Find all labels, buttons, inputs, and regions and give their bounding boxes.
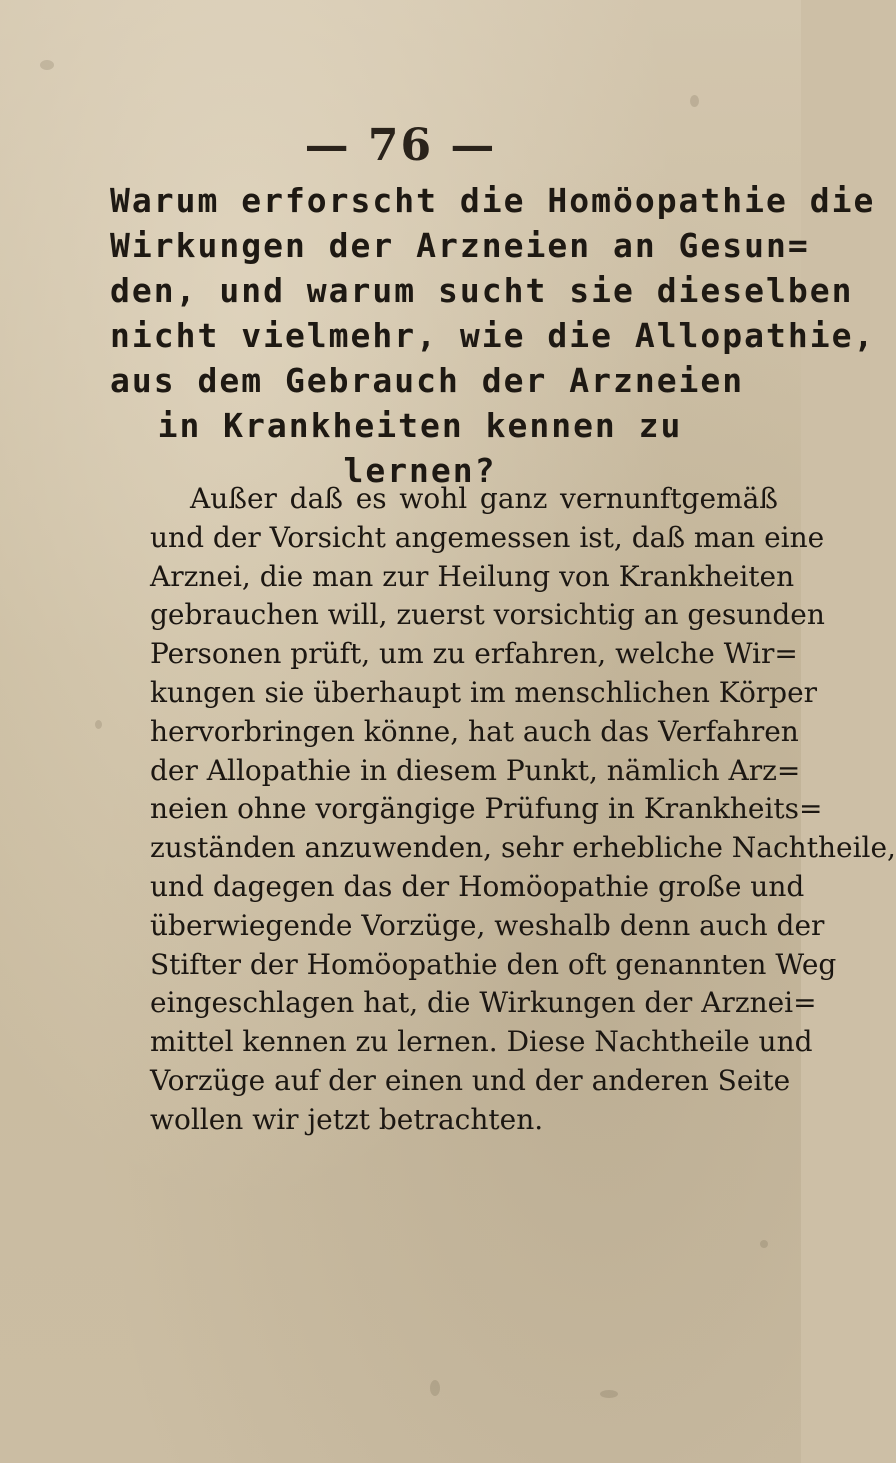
text-line: eingeschlagen hat, die Wirkungen der Arznei= <box>150 986 817 1020</box>
paper-stain <box>40 60 54 70</box>
text-line: mittel kennen zu lernen. Diese Nachtheile und <box>150 1025 813 1059</box>
text-line: Außer daß es wohl ganz vernunftgemäß <box>190 482 778 515</box>
heading-line: lernen? <box>343 451 497 490</box>
text-line: und dagegen das der Homöopathie große und <box>150 869 805 903</box>
text-line: Stifter der Homöopathie den oft genannten Weg <box>150 947 837 981</box>
paper-stain <box>95 720 102 729</box>
text-line: und der Vorsicht angemessen ist, daß man eine <box>150 520 825 554</box>
page-number: — 76 — <box>304 120 497 171</box>
heading-line: Wirkungen der Arzneien an Gesun= <box>110 226 810 265</box>
heading-line: in Krankheiten kennen zu <box>157 406 683 445</box>
heading-line: den, und warum sucht sie dieselben <box>110 271 854 310</box>
text-line: Arznei, die man zur Heilung von Krankheiten <box>150 559 795 593</box>
paper-stain <box>690 95 699 107</box>
paper-stain <box>600 1390 618 1398</box>
text-line: Personen prüft, um zu erfahren, welche Wir= <box>150 637 798 671</box>
text-line: zuständen anzuwenden, sehr erhebliche Nachtheile, <box>150 831 896 865</box>
text-line: Vorzüge auf der einen und der anderen Seite <box>150 1063 791 1097</box>
text-line: wollen wir jetzt betrachten. <box>150 1102 544 1136</box>
text-line: kungen sie überhaupt im menschlichen Körper <box>150 675 818 709</box>
text-line: der Allopathie in diesem Punkt, nämlich Arz= <box>150 753 801 787</box>
text-line: hervorbringen könne, hat auch das Verfahren <box>150 714 799 748</box>
text-line: neien ohne vorgängige Prüfung in Krankheits= <box>150 792 823 826</box>
text-line: überwiegende Vorzüge, weshalb denn auch der <box>150 908 825 942</box>
heading-line: aus dem Gebrauch der Arzneien <box>110 361 745 400</box>
text-line: gebrauchen will, zuerst vorsichtig an gesunden <box>150 598 825 632</box>
paper-stain <box>430 1380 440 1396</box>
paper-stain <box>760 1240 768 1248</box>
chapter-heading <box>110 178 876 493</box>
heading-line: nicht vielmehr, wie die Allopathie, <box>110 316 876 355</box>
body-paragraph <box>150 480 896 1140</box>
heading-line: Warum erforscht die Homöopathie die <box>110 181 876 220</box>
